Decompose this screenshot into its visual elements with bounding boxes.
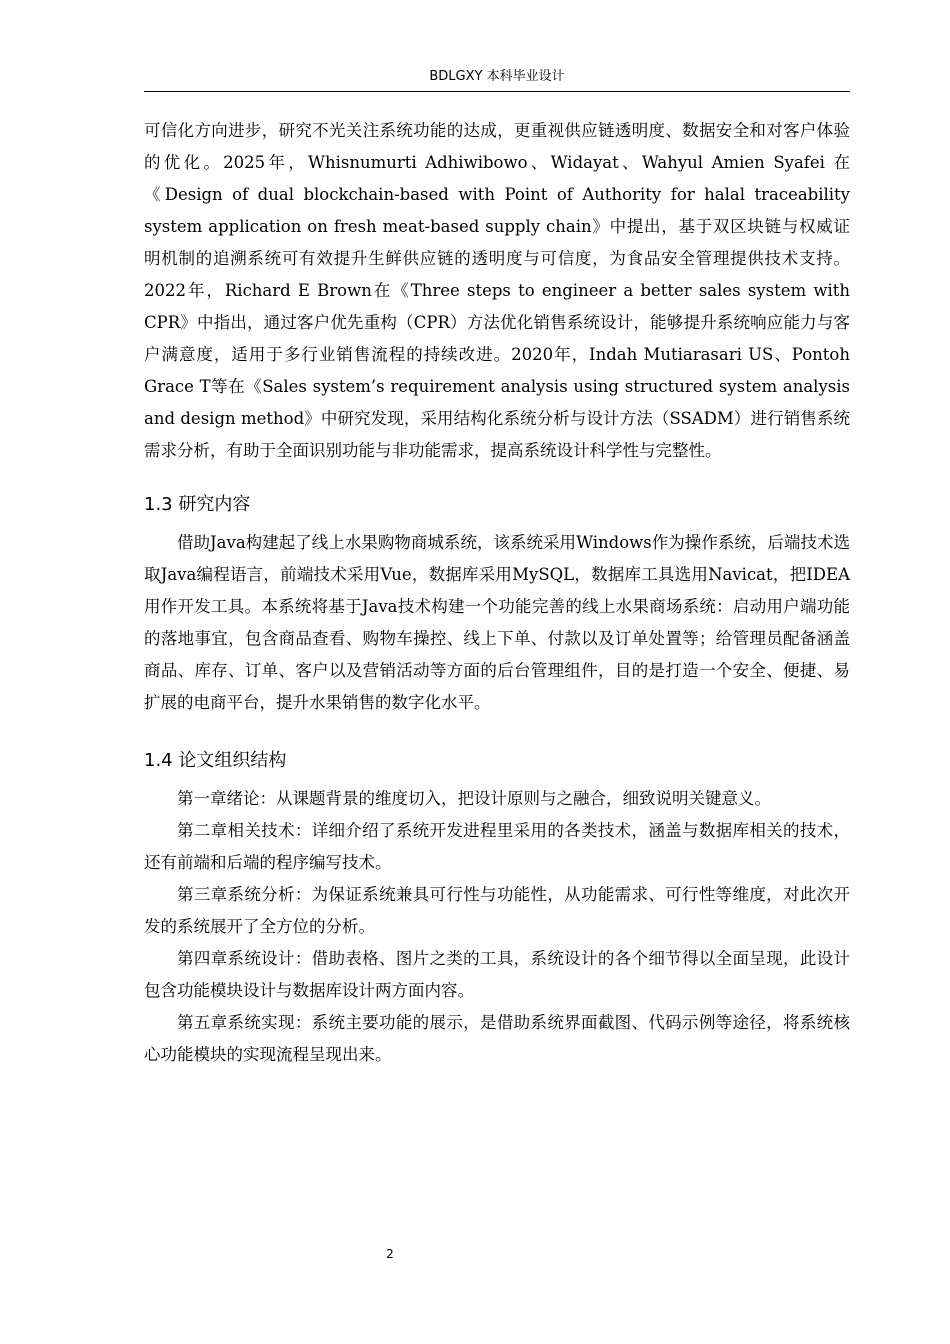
chapter-summary-2: 第二章相关技术：详细介绍了系统开发进程里采用的各类技术，涵盖与数据库相关的技术，还有前端和后端的程序编写技术。	[144, 821, 850, 872]
page-number: 2	[386, 1247, 394, 1261]
chapter-summary-1: 第一章绪论：从课题背景的维度切入，把设计原则与之融合，细致说明关键意义。	[177, 789, 771, 808]
header-divider	[144, 91, 850, 92]
intro-paragraph: 可信化方向进步，研究不光关注系统功能的达成，更重视供应链透明度、数据安全和对客户体验的优化。2025年，Whisnumurti Adhiwibowo、Widayat、Wahyul Amien Syafei 在《Design of dual blockchain-based with Point of Authority for halal traceability system application on fresh meat-based supply chain》中提出，基于双区块链与权威证明机制的追溯系统可有效提升生鲜供应链的透明度与可信度，为食品安全管理提供技术支持。2022年，Richard E Brown在《Three steps to engineer a better sales system with CPR》中指出，通过客户优先重构（CPR）方法优化销售系统设计，能够提升系统响应能力与客户满意度，适用于多行业销售流程的持续改进。2020年，Indah Mutiarasari US、Pontoh Grace T等在《Sales system’s requirement analysis using structured system analysis and design method》中研究发现，采用结构化系统分析与设计方法（SSADM）进行销售系统需求分析，有助于全面识别功能与非功能需求，提高系统设计科学性与完整性。	[144, 121, 850, 460]
chapter-summary-4: 第四章系统设计：借助表格、图片之类的工具，系统设计的各个细节得以全面呈现，此设计包含功能模块设计与数据库设计两方面内容。	[144, 949, 850, 1000]
running-header: BDLGXY 本科毕业设计	[429, 69, 565, 84]
page-body	[144, 115, 850, 1071]
section-heading-1-3: 1.3 研究内容	[144, 494, 251, 515]
chapter-summary-3: 第三章系统分析：为保证系统兼具可行性与功能性，从功能需求、可行性等维度，对此次开发的系统展开了全方位的分析。	[144, 885, 850, 936]
chapter-summary-5: 第五章系统实现：系统主要功能的展示，是借助系统界面截图、代码示例等途径，将系统核心功能模块的实现流程呈现出来。	[144, 1013, 850, 1064]
research-content-paragraph: 借助Java构建起了线上水果购物商城系统，该系统采用Windows作为操作系统，后端技术选取Java编程语言，前端技术采用Vue，数据库采用MySQL，数据库工具选用Navicat，把IDEA用作开发工具。本系统将基于Java技术构建一个功能完善的线上水果商场系统：启动用户端功能的落地事宜，包含商品查看、购物车操控、线上下单、付款以及订单处置等；给管理员配备涵盖商品、库存、订单、客户以及营销活动等方面的后台管理组件，目的是打造一个安全、便捷、易扩展的电商平台，提升水果销售的数字化水平。	[144, 533, 850, 712]
section-heading-1-4: 1.4 论文组织结构	[144, 750, 287, 771]
